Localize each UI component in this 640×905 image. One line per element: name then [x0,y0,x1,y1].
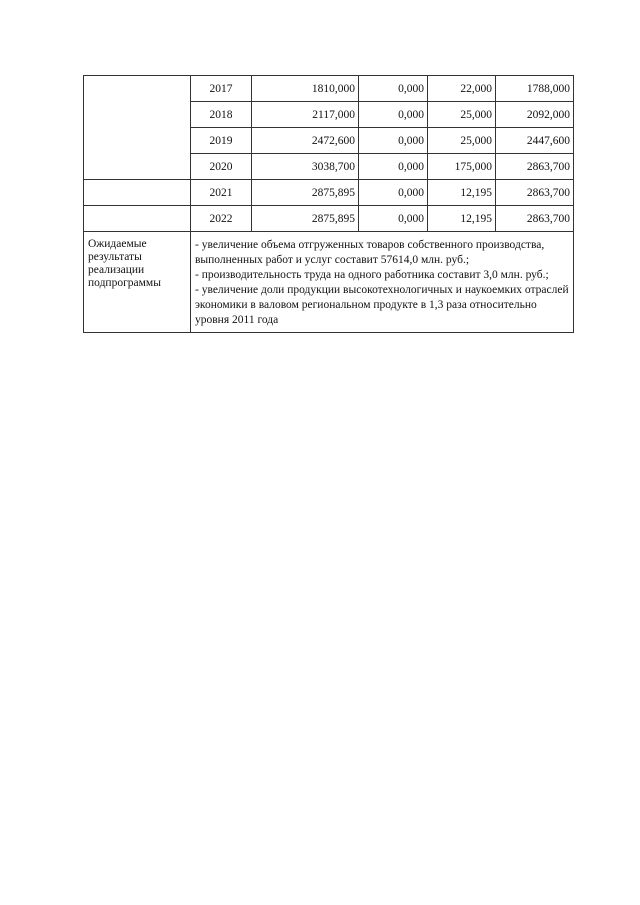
funding-table [83,75,574,333]
total-cell: 2117,000 [252,102,359,128]
year-cell: 2022 [191,206,252,232]
value-cell: 2092,000 [496,102,574,128]
total-cell: 2875,895 [252,180,359,206]
total-cell: 2875,895 [252,206,359,232]
results-label: Ожидаемые результаты реализации подпрограммы [84,232,191,333]
value-cell: 2447,600 [496,128,574,154]
year-cell: 2019 [191,128,252,154]
table-row [84,76,574,102]
year-cell: 2017 [191,76,252,102]
table-row [84,180,574,206]
value-cell: 175,000 [428,154,496,180]
value-cell: 25,000 [428,128,496,154]
value-cell: 2863,700 [496,206,574,232]
table-row [84,206,574,232]
value-cell: 0,000 [359,76,428,102]
value-cell: 12,195 [428,206,496,232]
result-item: - увеличение доли продукции высокотехнологичных и наукоемких отраслей экономики в валовом региональном продукте в 1,3 раза относительно уровня 2011 года [195,284,569,326]
total-cell: 2472,600 [252,128,359,154]
total-cell: 1810,000 [252,76,359,102]
year-cell: 2021 [191,180,252,206]
value-cell: 2863,700 [496,180,574,206]
results-text [191,232,574,333]
empty-label-cell [84,206,191,232]
value-cell: 12,195 [428,180,496,206]
value-cell: 0,000 [359,154,428,180]
year-cell: 2020 [191,154,252,180]
empty-label-cell [84,180,191,206]
value-cell: 0,000 [359,102,428,128]
result-item: - производительность труда на одного работника составит 3,0 млн. руб.; [195,269,549,281]
value-cell: 2863,700 [496,154,574,180]
result-item: - увеличение объема отгруженных товаров собственного производства, выполненных работ и услуг составит 57614,0 млн. руб.; [195,239,545,266]
value-cell: 25,000 [428,102,496,128]
value-cell: 0,000 [359,206,428,232]
empty-label-cell [84,76,191,180]
value-cell: 1788,000 [496,76,574,102]
value-cell: 22,000 [428,76,496,102]
results-row [84,232,574,333]
value-cell: 0,000 [359,180,428,206]
total-cell: 3038,700 [252,154,359,180]
value-cell: 0,000 [359,128,428,154]
year-cell: 2018 [191,102,252,128]
